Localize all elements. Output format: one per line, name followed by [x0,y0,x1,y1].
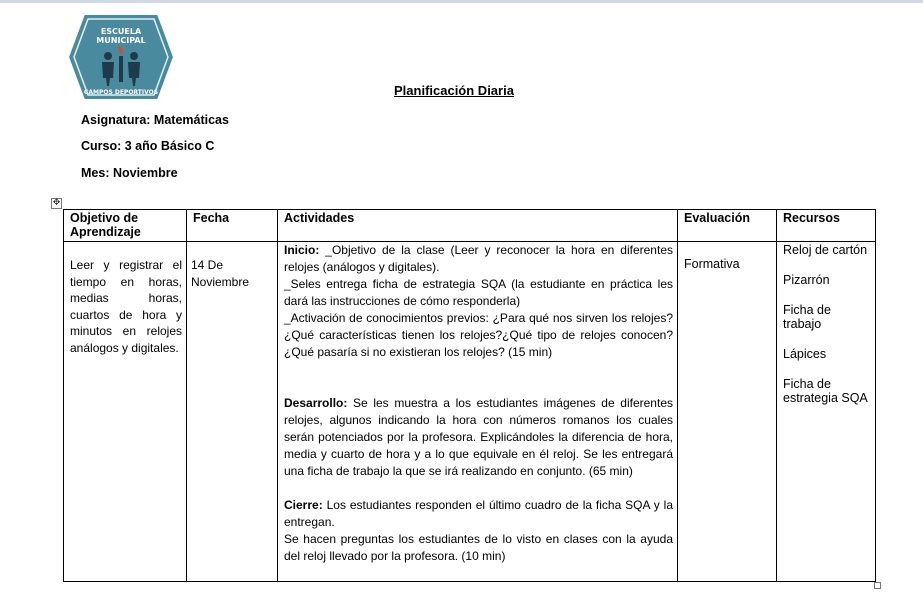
inicio-line-1: _Objetivo de la clase (Leer y reconocer la hora en diferentes relojes (análogos y digitales). [284,243,673,274]
page-title: Planificación Diaria [394,83,514,98]
activity-cierre [284,497,673,531]
activity-desarrollo [284,395,673,480]
resource-item: Lápices [783,347,827,361]
table-header-row [64,210,876,242]
svg-text:CAMPOS DEPORTIVOS: CAMPOS DEPORTIVOS [83,89,159,96]
school-logo [66,12,176,102]
cell-activities [278,242,678,582]
cierre-text: Los estudiantes responden el último cuadro de la ficha SQA y la entregan. [284,498,673,529]
header-activities: Actividades [278,210,678,242]
subject-label: Asignatura: Matemáticas [81,113,229,127]
cierre-label: Cierre: [284,498,323,512]
course-label: Curso: 3 año Básico C [81,139,215,153]
cell-objective: Leer y registrar el tiempo en horas, medias horas, cuartos de hora y minutos en relojes análogos y digitales. [64,242,187,582]
planning-table [63,209,876,582]
activity-inicio [284,242,673,276]
resource-item: Pizarrón [783,273,830,287]
svg-text:MUNICIPAL: MUNICIPAL [96,36,146,45]
header-evaluation: Evaluación [678,210,777,242]
inicio-label: Inicio: [284,243,320,257]
cell-date: 14 De Noviembre [187,242,278,582]
header-resources: Recursos [777,210,876,242]
desarrollo-label: Desarrollo: [284,396,348,410]
cell-resources [777,242,876,582]
inicio-line-2: _Seles entrega ficha de estrategia SQA (la estudiante en práctica les dará las instrucciones de cómo responderla) [284,277,673,308]
inicio-line-3: _Activación de conocimientos previos: ¿Para qué nos sirven los relojes? ¿Qué características tienen los relojes?¿Qué tipo de relojes conocen? ¿Qué pasaría si no existieran los relojes? (15 min) [284,311,673,359]
resource-item: Ficha de trabajo [783,303,831,331]
table-move-handle-icon[interactable]: ✥ [52,198,61,208]
header-objective: Objetivo de Aprendizaje [64,210,187,242]
cell-evaluation: Formativa [678,242,777,582]
desarrollo-text: Se les muestra a los estudiantes imágenes de diferentes relojes, algunos indicando la hora con números romanos los cuales serán potenciados por la profesora. Explicándoles la diferencia de hora, media y cuarto de hora y a lo que equivale en él reloj. Se les entregará una ficha de trabajo la que se irá realizando en conjunto. (65 min) [284,396,673,478]
resource-item: Reloj de cartón [783,243,868,257]
table-row [64,242,876,582]
resource-item: Ficha de estrategia SQA [783,377,868,405]
month-label: Mes: Noviembre [81,166,178,180]
cierre-text-2: Se hacen preguntas los estudiantes de lo visto en clases con la ayuda del reloj llevado por la profesora. (10 min) [284,532,673,563]
svg-text:ESCUELA: ESCUELA [100,27,142,36]
table-resize-handle[interactable] [874,582,881,589]
window-top-border [0,0,923,3]
header-date: Fecha [187,210,278,242]
